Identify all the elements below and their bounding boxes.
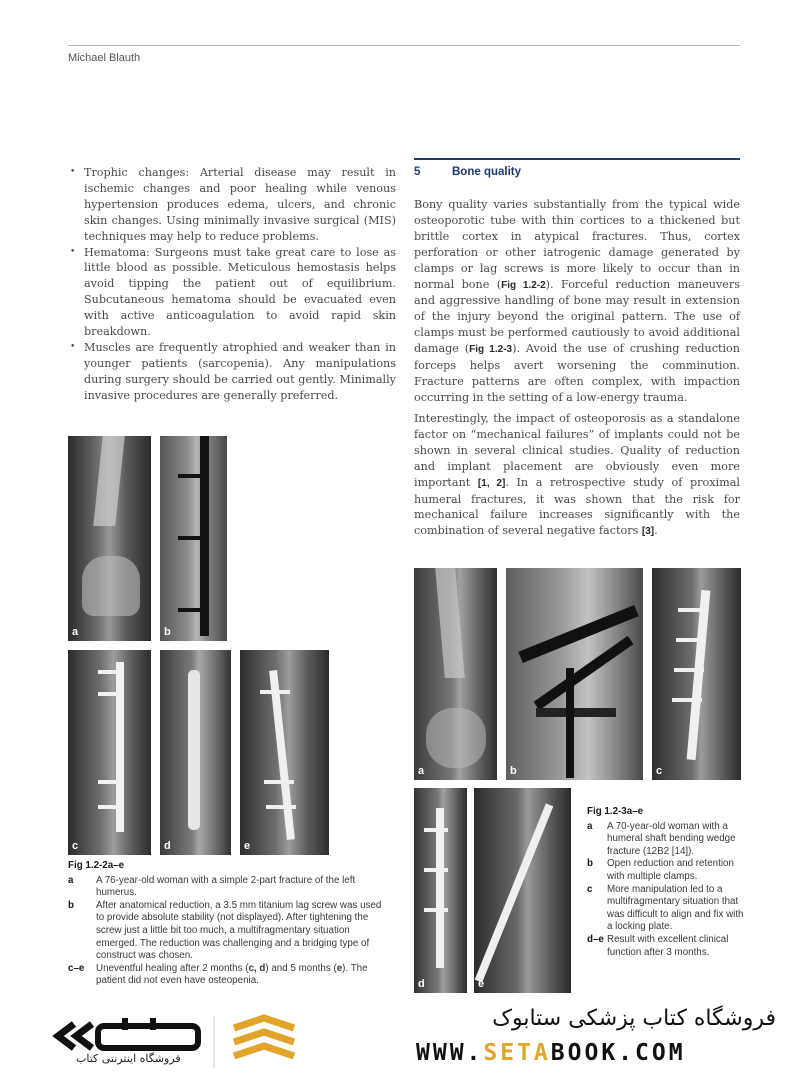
section-number: 5 <box>414 166 421 178</box>
website-url <box>416 1040 686 1066</box>
section-title: Bone quality <box>452 166 522 178</box>
figure-title: Fig 1.2-3a–e <box>587 806 644 817</box>
citation-reference[interactable]: [3] <box>641 526 655 538</box>
caption-text: A 70-year-old woman with a humeral shaft bending wedge fracture (12B2 [14]). <box>607 820 736 857</box>
caption-item <box>68 900 388 963</box>
caption-item <box>587 858 747 883</box>
caption-key: a <box>587 820 593 832</box>
caption-text-part: ). The patient did not even have osteopenia. <box>96 962 368 987</box>
paragraph-text: Bony quality varies substantially from the typical wide osteoporotic tube with thin cortices to a thickened but brittle cortex in atypical fractures. Thus, cortex perforation or other iatrogenic damage generated by clamps or lag screws is more likely to occur than in normal bone ( <box>414 198 740 291</box>
caption-key: c–e <box>68 962 85 974</box>
paragraph-text: . <box>654 524 658 538</box>
caption-item <box>587 884 747 934</box>
figure-caption <box>68 860 388 988</box>
figure-title: Fig 1.2-2a–e <box>68 860 125 871</box>
xray-image <box>240 650 329 855</box>
caption-key: c <box>587 883 593 895</box>
caption-text <box>96 963 388 988</box>
header-rule <box>68 45 740 46</box>
figure-reference[interactable]: Fig 1.2-3 <box>469 344 513 356</box>
bullet-list <box>70 165 396 404</box>
caption-text: A 76-year-old woman with a simple 2-part fracture of the left humerus. <box>96 874 356 899</box>
xray-image <box>652 568 741 780</box>
caption-text: After anatomical reduction, a 3.5 mm titanium lag screw was used to provide absolute stability (not displayed). After tightening the screw just a little bit too much, a multifragmentary situation emerged. The reduction was challenging and a bridging type of construct was chosen. <box>96 899 382 962</box>
paragraph-text: . In a retrospective study of proximal humeral fractures, it was shown that the risk for mechanical failure increases significantly with the combination of several negative factors <box>414 475 740 538</box>
section-rule <box>414 158 740 160</box>
panel-label: d <box>418 978 425 990</box>
footer-banner <box>0 996 810 1080</box>
caption-item <box>68 963 388 988</box>
caption-text-part: Uneventful healing after 2 months ( <box>96 962 249 974</box>
caption-text: Result with excellent clinical function after 3 months. <box>607 933 729 958</box>
caption-key: a <box>68 874 74 886</box>
figure-caption <box>587 806 747 959</box>
caption-key: d–e <box>587 933 604 945</box>
section-heading <box>414 166 521 178</box>
panel-label: d <box>164 840 171 852</box>
panel-label: a <box>418 765 425 777</box>
setabook-logo <box>28 1010 328 1070</box>
url-part: WWW. <box>416 1040 484 1066</box>
panel-label: c <box>72 840 79 852</box>
panel-label: e <box>244 840 251 852</box>
url-part: SETA <box>483 1040 551 1066</box>
panel-label: b <box>510 765 517 777</box>
caption-key: b <box>68 899 74 911</box>
body-paragraph <box>414 411 740 540</box>
panel-label: e <box>478 978 485 990</box>
caption-text-part: ) and 5 months ( <box>265 962 337 974</box>
paragraph-text: Interestingly, the impact of osteoporosis as a standalone factor on “mechanical failures” of implants could not be shown in several clinical studies. Quality of reduction and implant placement are obviously even more important <box>414 412 740 489</box>
caption-item <box>587 821 747 859</box>
panel-label: a <box>72 626 79 638</box>
xray-image <box>68 650 151 855</box>
store-name: فروشگاه کتاب پزشکی ستابوک <box>492 1006 776 1031</box>
citation-reference[interactable]: [1, 2] <box>477 477 506 489</box>
xray-image <box>506 568 643 780</box>
caption-item <box>68 875 388 900</box>
caption-panel-ref: c, d <box>248 962 266 974</box>
xray-image <box>160 436 227 641</box>
logo-tagline: فروشگاه اینترنتی کتاب <box>76 1052 181 1065</box>
caption-panel-ref: e <box>336 962 343 974</box>
caption-item <box>587 934 747 959</box>
caption-text: More manipulation led to a multifragmentary situation that was difficult to align and fix with a locking plate. <box>607 883 744 933</box>
paragraph-text: ). Avoid the use of crushing reduction forceps helps avert worsening the comminution. Fracture patterns are often complex, with impaction occurring in the setting of a low-energy trauma. <box>414 342 740 404</box>
bullet-item: • Muscles are frequently atrophied and weaker than in younger patients (sarcopenia). Any manipulations during surgery should be carried out gently. Minimally invasive procedures are generally preferred. <box>70 340 396 404</box>
xray-image <box>414 568 497 780</box>
xray-image <box>414 788 467 993</box>
body-paragraph <box>414 197 740 406</box>
bullet-item: • Hematoma: Surgeons must take great care to lose as little blood as possible. Meticulous hemostasis helps avoid tipping the patient out of equilibrium. Subcutaneous hematoma should be evacuated even with active anticoagulation to avoid rapid skin breakdown. <box>70 245 396 340</box>
xray-image <box>68 436 151 641</box>
caption-key: b <box>587 858 593 870</box>
caption-text: Open reduction and retention with multiple clamps. <box>607 858 734 882</box>
xray-image <box>474 788 571 993</box>
bullet-item: • Trophic changes: Arterial disease may result in ischemic changes and poor healing while venous hypertension produces edema, ulcers, and chronic skin changes. Using minimally invasive surgical (MIS) techniques may help to reduce problems. <box>70 165 396 245</box>
panel-label: b <box>164 626 171 638</box>
panel-label: c <box>656 765 663 777</box>
paragraph-text: ). Forceful reduction maneuvers and aggressive handling of bone may result in extension of the injury beyond the original pattern. The use of clamps must be performed cautiously to avoid additional damage ( <box>414 277 740 356</box>
caption-list <box>68 875 388 988</box>
url-part: BOOK.COM <box>550 1040 686 1066</box>
running-header-author: Michael Blauth <box>68 52 141 64</box>
caption-list <box>587 821 747 960</box>
xray-image <box>160 650 231 855</box>
figure-reference[interactable]: Fig 1.2-2 <box>501 279 546 291</box>
